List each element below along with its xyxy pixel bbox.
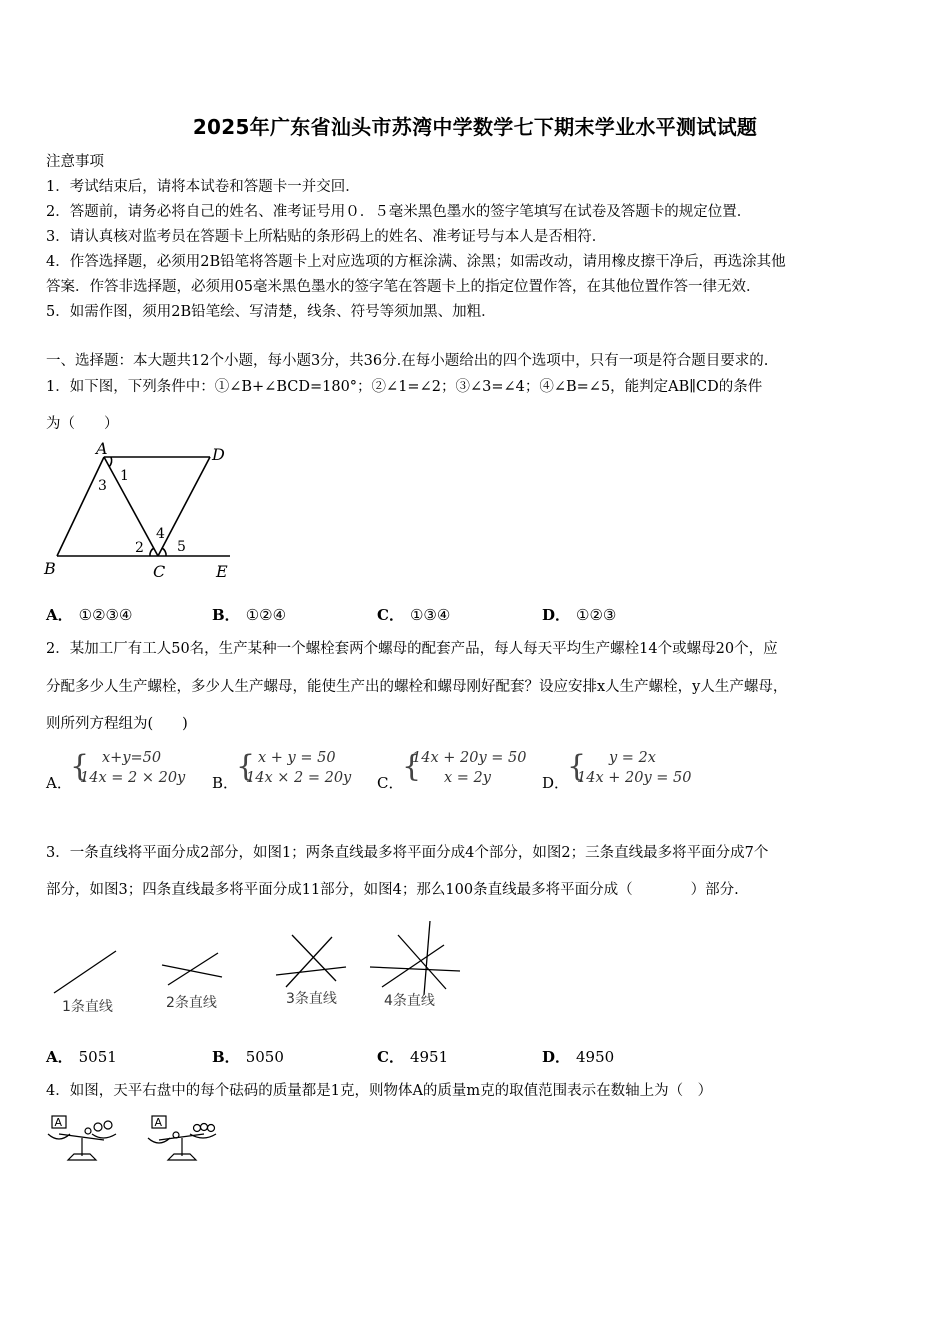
point-a-label: A <box>96 439 108 458</box>
q3-option-d[interactable] <box>542 1046 614 1067</box>
notice-item: 1．考试结束后，请将本试卷和答题卡一并交回． <box>46 179 360 195</box>
q1-option-c[interactable] <box>377 604 450 625</box>
option-text: ①②③④ <box>78 606 133 624</box>
option-text: 5051 <box>78 1048 117 1066</box>
notice-item: 4．作答选择题，必须用2B铅笔将答题卡上对应选项的方框涂满、涂黑；如需改动，请用橡皮擦干净后，再选涂其他 <box>46 254 786 270</box>
notice-item: 答案．作答非选择题，必须用05毫米黑色墨水的签字笔在答题卡上的指定位置作答，在其他位置作答一律无效． <box>46 279 761 295</box>
section-heading: 一、选择题：本大题共12个小题，每小题3分，共36分.在每小题给出的四个选项中，只有一项是符合题目要求的. <box>46 353 769 369</box>
figure-caption: 2条直线 <box>166 995 217 1011</box>
q3-stem: 3．一条直线将平面分成2部分，如图1；两条直线最多将平面分成4个部分，如图2；三条直线最多将平面分成7个 <box>46 845 769 861</box>
option-text: 4950 <box>576 1048 615 1066</box>
q3-option-b[interactable] <box>212 1046 284 1067</box>
equation: x + y = 50 <box>258 750 336 766</box>
q1-option-a[interactable] <box>46 604 132 625</box>
notice-heading: 注意事项 <box>46 154 104 170</box>
point-b-label: B <box>44 559 56 578</box>
angle-3-label: 3 <box>98 478 107 494</box>
point-d-label: D <box>212 445 225 464</box>
notice-item: 3．请认真核对监考员在答题卡上所粘贴的条形码上的姓名、准考证号与本人是否相符． <box>46 229 607 245</box>
q3-option-c[interactable] <box>377 1046 448 1067</box>
equation: y = 2x <box>609 750 656 766</box>
angle-2-label: 2 <box>135 540 144 556</box>
q2-stem-cont: 分配多少人生产螺栓，多少人生产螺母，能使生产出的螺栓和螺母刚好配套？设应安排x人生产螺栓，y人生产螺母， <box>46 679 788 695</box>
option-letter: A． <box>46 1048 73 1066</box>
option-text: ①②③ <box>576 606 617 624</box>
q1-stem: 1．如下图，下列条件中：①∠B+∠BCD=180°；②∠1=∠2；③∠3=∠4；④∠B=∠5，能判定AB∥CD的条件 <box>46 379 763 395</box>
point-e-label: E <box>216 562 228 581</box>
q3-option-a[interactable] <box>46 1046 117 1067</box>
page-title: 2025年广东省汕头市苏湾中学数学七下期末学业水平测试试题 <box>192 115 758 139</box>
q1-option-b[interactable] <box>212 604 286 625</box>
q2-option-d-letter[interactable]: D． <box>542 774 570 792</box>
equation: 14x + 20y = 50 <box>412 750 527 766</box>
option-letter: C． <box>377 1048 404 1066</box>
option-text: ①③④ <box>409 606 451 624</box>
angle-1-label: 1 <box>120 468 129 484</box>
equation: 14x = 2 × 20y <box>80 770 186 786</box>
object-a-label: A <box>154 1116 163 1129</box>
option-letter: B． <box>212 606 240 624</box>
option-text: 5050 <box>245 1048 284 1066</box>
option-text: ①②④ <box>245 606 287 624</box>
object-a-label: A <box>54 1116 63 1129</box>
q4-stem: 4．如图，天平右盘中的每个砝码的质量都是1克，则物体A的质量m克的取值范围表示在数轴上为（ ） <box>46 1083 713 1099</box>
angle-5-label: 5 <box>177 539 186 555</box>
option-letter: D． <box>542 606 571 624</box>
equation: 14x × 2 = 20y <box>246 770 352 786</box>
q4-balance-figures <box>46 1112 226 1168</box>
q1-stem-cont: 为（ ） <box>46 416 119 432</box>
equation: x+y=50 <box>102 750 162 766</box>
option-letter: D． <box>542 1048 571 1066</box>
figure-caption: 3条直线 <box>286 991 337 1007</box>
q2-option-c-letter[interactable]: C． <box>377 774 404 792</box>
q2-stem-cont2: 则所列方程组为( ) <box>46 716 188 732</box>
q2-option-a-letter[interactable]: A． <box>46 774 72 792</box>
option-letter: A． <box>46 606 73 624</box>
option-text: 4951 <box>409 1048 449 1066</box>
q2-option-b-letter[interactable]: B． <box>212 774 239 792</box>
equation: 14x + 20y = 50 <box>577 770 692 786</box>
q1-figure <box>40 440 240 585</box>
figure-caption: 1条直线 <box>62 999 113 1015</box>
q3-figures <box>46 915 476 1025</box>
q1-option-d[interactable] <box>542 604 616 625</box>
point-c-label: C <box>153 562 166 581</box>
equation: x = 2y <box>444 770 491 786</box>
q3-stem-cont: 部分，如图3；四条直线最多将平面分成11部分，如图4；那么100条直线最多将平面分成（ ）部分. <box>46 882 739 898</box>
notice-item: 5．如需作图，须用2B铅笔绘、写清楚，线条、符号等须加黑、加粗． <box>46 304 496 320</box>
figure-caption: 4条直线 <box>384 993 435 1009</box>
option-letter: B． <box>212 1048 240 1066</box>
q2-stem: 2．某加工厂有工人50名，生产某种一个螺栓套两个螺母的配套产品，每人每天平均生产螺栓14个或螺母20个，应 <box>46 641 778 657</box>
angle-4-label: 4 <box>156 526 165 542</box>
option-letter: C． <box>377 606 404 624</box>
notice-item: 2．答题前，请务必将自己的姓名、准考证号用０．５毫米黑色墨水的签字笔填写在试卷及答题卡的规定位置． <box>46 204 752 220</box>
